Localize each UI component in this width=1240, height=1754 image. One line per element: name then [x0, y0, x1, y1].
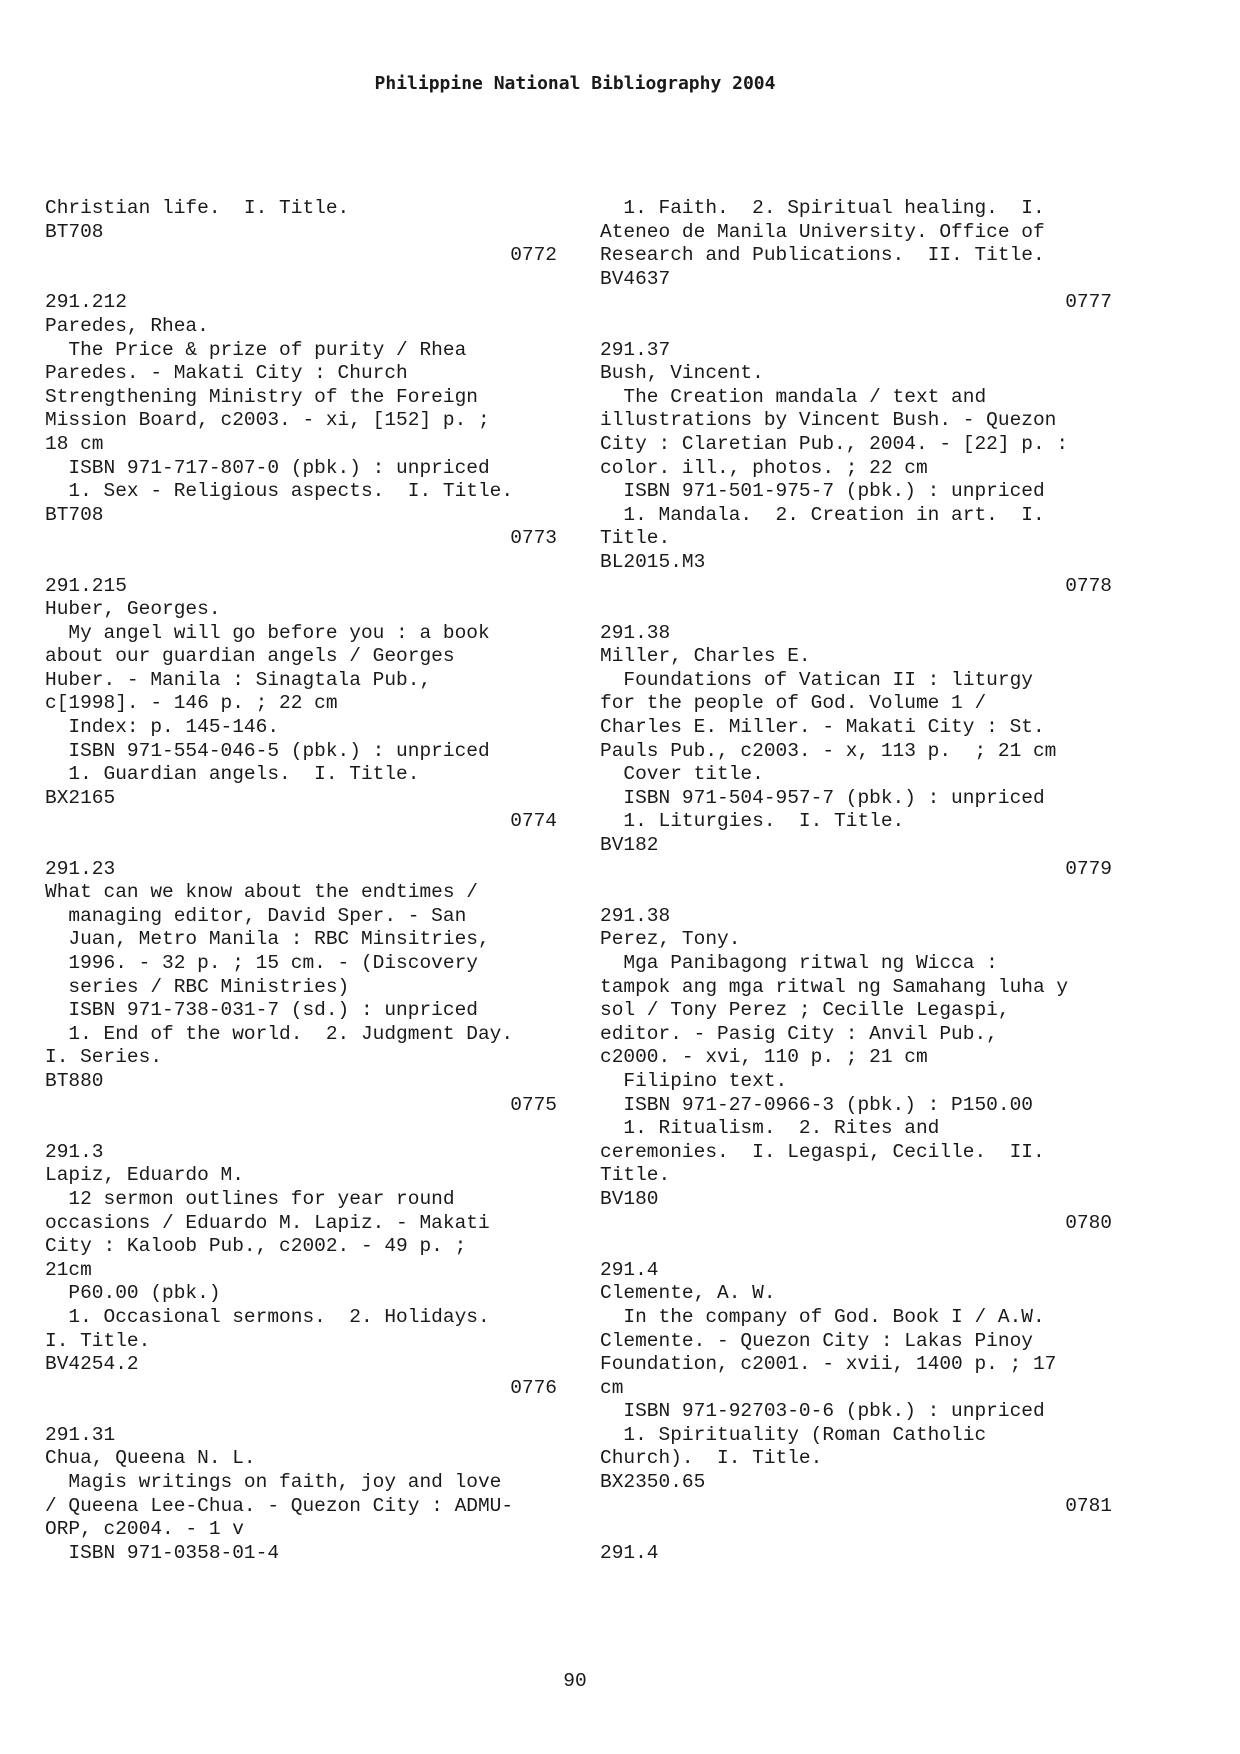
left-column	[45, 197, 557, 1565]
entry-line: In the company of God. Book I / A.W.	[600, 1305, 1045, 1328]
entry-line: City : Kaloob Pub., c2002. - 49 p. ;	[45, 1235, 467, 1258]
entry-line: occasions / Eduardo M. Lapiz. - Makati	[45, 1211, 490, 1234]
entry-line: I. Title.	[45, 1329, 151, 1352]
entry-line: 291.212	[45, 291, 127, 314]
entry-line: 12 sermon outlines for year round	[45, 1187, 455, 1210]
entry-line: Title.	[600, 1164, 671, 1187]
blank-line	[600, 598, 1112, 622]
entry-line: BL2015.M3	[600, 550, 706, 573]
entry-line: 291.4	[600, 1258, 659, 1281]
blank-line	[600, 1518, 1112, 1542]
entry-line: sol / Tony Perez ; Cecille Legaspi,	[600, 999, 1010, 1022]
entry-line: 1. Liturgies. I. Title.	[600, 810, 905, 833]
entry-line: ISBN 971-0358-01-4	[45, 1541, 280, 1564]
blank-line	[45, 1117, 557, 1141]
entry-line: 291.215	[45, 574, 127, 597]
entry-line: 21cm	[45, 1258, 92, 1281]
entry-line: Bush, Vincent.	[600, 362, 764, 385]
entry-line: color. ill., photos. ; 22 cm	[600, 456, 928, 479]
entry-line: BX2165	[45, 786, 116, 809]
blank-line	[45, 834, 557, 858]
entry-line: My angel will go before you : a book	[45, 621, 490, 644]
entry-line: 291.38	[600, 621, 671, 644]
entry-number: 0778	[1065, 574, 1112, 597]
entry-line: 1. Occasional sermons. 2. Holidays.	[45, 1305, 490, 1328]
blank-line	[600, 881, 1112, 905]
entry-line: Clemente. - Quezon City : Lakas Pinoy	[600, 1329, 1033, 1352]
entry-line: ISBN 971-554-046-5 (pbk.) : unpriced	[45, 739, 490, 762]
entry-number: 0781	[1065, 1494, 1112, 1517]
entry-line: P60.00 (pbk.)	[45, 1282, 221, 1305]
entry-line: Charles E. Miller. - Makati City : St.	[600, 716, 1045, 739]
entry-line: illustrations by Vincent Bush. - Quezon	[600, 409, 1057, 432]
entry-line: Magis writings on faith, joy and love	[45, 1471, 502, 1494]
entry-line: Pauls Pub., c2003. - x, 113 p. ; 21 cm	[600, 739, 1057, 762]
page-number: 90	[563, 1670, 587, 1692]
entry-line: 291.31	[45, 1423, 116, 1446]
entry-line: Huber. - Manila : Sinagtala Pub.,	[45, 668, 432, 691]
entry-line: Christian life. I. Title.	[45, 197, 350, 219]
entry-line: ISBN 971-738-031-7 (sd.) : unpriced	[45, 999, 478, 1022]
page-title: Philippine National Bibliography 2004	[374, 73, 776, 94]
entry-line: The Creation mandala / text and	[600, 385, 987, 408]
entry-line: 1. Faith. 2. Spiritual healing. I.	[600, 197, 1045, 219]
entry-line: 18 cm	[45, 432, 104, 455]
entry-line: ISBN 971-27-0966-3 (pbk.) : P150.00	[600, 1093, 1033, 1116]
entry-number: 0777	[1065, 291, 1112, 314]
entry-line: Ateneo de Manila University. Office of	[600, 220, 1045, 243]
entry-line: ISBN 971-501-975-7 (pbk.) : unpriced	[600, 480, 1045, 503]
entry-line: ceremonies. I. Legaspi, Cecille. II.	[600, 1140, 1045, 1163]
blank-line	[45, 551, 557, 575]
entry-line: Church). I. Title.	[600, 1447, 823, 1470]
entry-line: Title.	[600, 527, 671, 550]
entry-line: cm	[600, 1376, 624, 1399]
entry-line: Research and Publications. II. Title.	[600, 244, 1045, 267]
entry-line: BV4254.2	[45, 1353, 139, 1376]
entry-number: 0780	[1065, 1211, 1112, 1234]
entry-line: 1. Mandala. 2. Creation in art. I.	[600, 503, 1045, 526]
entry-line: BX2350.65	[600, 1471, 706, 1494]
entry-line: about our guardian angels / Georges	[45, 645, 455, 668]
entry-line: ORP, c2004. - 1 v	[45, 1518, 244, 1541]
entry-line: The Price & prize of purity / Rhea	[45, 338, 467, 361]
entry-line: 291.38	[600, 904, 671, 927]
entry-line: 1. Ritualism. 2. Rites and	[600, 1117, 940, 1140]
blank-line	[45, 268, 557, 292]
entry-line: Paredes, Rhea.	[45, 314, 209, 337]
entry-line: editor. - Pasig City : Anvil Pub.,	[600, 1022, 998, 1045]
entry-line: Index: p. 145-146.	[45, 716, 280, 739]
entry-line: Foundation, c2001. - xvii, 1400 p. ; 17	[600, 1353, 1057, 1376]
entry-line: 291.23	[45, 857, 116, 880]
entry-line: c[1998]. - 146 p. ; 22 cm	[45, 692, 338, 715]
entry-number: 0779	[1065, 857, 1112, 880]
entry-line: BV182	[600, 834, 659, 857]
entry-line: tampok ang mga ritwal ng Samahang luha y	[600, 975, 1069, 998]
blank-line	[45, 1400, 557, 1424]
entry-number: 0776	[510, 1376, 557, 1399]
entry-number: 0772	[510, 244, 557, 267]
entry-line: 291.4	[600, 1541, 659, 1564]
entry-number: 0775	[510, 1093, 557, 1116]
entry-line: Juan, Metro Manila : RBC Minsitries,	[45, 928, 490, 951]
entry-line: BT880	[45, 1069, 104, 1092]
entry-line: BV4637	[600, 267, 671, 290]
entry-line: ISBN 971-717-807-0 (pbk.) : unpriced	[45, 456, 490, 479]
entry-line: for the people of God. Volume 1 /	[600, 692, 987, 715]
entry-line: Perez, Tony.	[600, 928, 741, 951]
entry-line: Foundations of Vatican II : liturgy	[600, 668, 1033, 691]
entry-line: Lapiz, Eduardo M.	[45, 1164, 244, 1187]
blank-line	[600, 315, 1112, 339]
entry-line: 291.3	[45, 1140, 104, 1163]
entry-number: 0773	[510, 527, 557, 550]
entry-line: 1. Sex - Religious aspects. I. Title.	[45, 480, 514, 503]
entry-line: City : Claretian Pub., 2004. - [22] p. :	[600, 432, 1069, 455]
entry-line: BT708	[45, 220, 104, 243]
entry-line: / Queena Lee-Chua. - Quezon City : ADMU-	[45, 1494, 514, 1517]
entry-line: Mga Panibagong ritwal ng Wicca :	[600, 952, 998, 974]
entry-line: 1. End of the world. 2. Judgment Day.	[45, 1022, 514, 1045]
entry-line: 1. Guardian angels. I. Title.	[45, 763, 420, 786]
entry-line: Strengthening Ministry of the Foreign	[45, 385, 478, 408]
entry-line: 1. Spirituality (Roman Catholic	[600, 1423, 987, 1446]
right-column	[600, 197, 1112, 1565]
entry-line: 1996. - 32 p. ; 15 cm. - (Discovery	[45, 952, 478, 974]
entry-line: BV180	[600, 1187, 659, 1210]
entry-line: ISBN 971-504-957-7 (pbk.) : unpriced	[600, 786, 1045, 809]
entry-line: I. Series.	[45, 1046, 163, 1069]
entry-line: Clemente, A. W.	[600, 1282, 776, 1305]
entry-line: Filipino text.	[600, 1069, 788, 1092]
entry-number: 0774	[510, 810, 557, 833]
entry-line: series / RBC Ministries)	[45, 975, 350, 998]
entry-line: managing editor, David Sper. - San	[45, 904, 467, 927]
entry-line: Mission Board, c2003. - xi, [152] p. ;	[45, 409, 490, 432]
entry-line: What can we know about the endtimes /	[45, 881, 478, 904]
entry-line: ISBN 971-92703-0-6 (pbk.) : unpriced	[600, 1400, 1045, 1423]
entry-line: 291.37	[600, 338, 671, 361]
entry-line: Chua, Queena N. L.	[45, 1447, 256, 1470]
entry-line: BT708	[45, 503, 104, 526]
entry-line: Cover title.	[600, 763, 764, 786]
blank-line	[600, 1235, 1112, 1259]
entry-line: c2000. - xvi, 110 p. ; 21 cm	[600, 1046, 928, 1069]
entry-line: Huber, Georges.	[45, 598, 221, 621]
entry-line: Paredes. - Makati City : Church	[45, 362, 408, 385]
entry-line: Miller, Charles E.	[600, 645, 811, 668]
